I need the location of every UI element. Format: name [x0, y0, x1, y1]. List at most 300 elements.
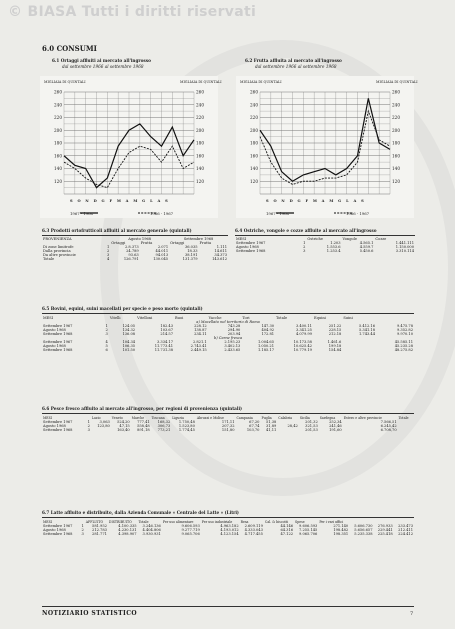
tick-label: 140: [250, 166, 258, 171]
table-63: [42, 237, 228, 261]
table-cell: 558,48: [137, 424, 150, 428]
th: MESI: [236, 237, 247, 241]
th: Ostriche: [307, 237, 323, 241]
table-cell: 271.140: [333, 524, 349, 528]
table-cell: 123,80: [97, 424, 110, 428]
table-cell: 1.743.44: [358, 332, 375, 336]
section-title: 6.0 CONSUMI: [42, 44, 97, 53]
th: Ortaggi: [111, 241, 126, 245]
table-cell: 45.585.11: [394, 340, 413, 344]
table-header: Totale: [398, 416, 409, 420]
tick-label: 180: [54, 140, 62, 146]
table-cell: 5.412.16: [358, 324, 375, 328]
table-cell: 47,15: [119, 424, 130, 428]
table-67: [42, 520, 414, 536]
footer: NOTIZIARIO STATISTICO: [42, 610, 138, 617]
th: Cozze: [375, 237, 387, 241]
table-cell: 4.963.182: [220, 524, 239, 528]
table-cell: 207,32: [221, 424, 235, 428]
table-cell: Settembre 1967: [43, 524, 73, 528]
table-cell: 138.87: [194, 328, 207, 332]
table-header: Suini: [343, 316, 353, 320]
table-cell: 44.011: [155, 249, 169, 253]
table-cell: 1.150.000: [395, 245, 414, 249]
tick-label: 220: [392, 115, 400, 120]
chart1-subtitle: dal settembre 1966 al settembre 1968: [62, 64, 144, 69]
chart2: [236, 76, 414, 218]
table-cell: 229.441: [377, 528, 393, 532]
table-cell: 4.123.154: [220, 532, 239, 536]
table-cell: 2: [87, 424, 90, 428]
table-cell: 104.34: [122, 340, 136, 344]
t64-title: 6.4 Ostriche, vongole e cozze affluite al mercato all'ingrosso: [235, 228, 377, 233]
table-header: Puglia: [261, 416, 272, 420]
table-cell: Settembre 1968: [43, 532, 73, 536]
tick-label: 200: [54, 127, 62, 133]
table-cell: 168,32: [157, 420, 171, 424]
table-cell: 4.398.907: [118, 532, 137, 536]
table-cell: 9.475.78: [396, 324, 413, 328]
table-cell: 10.779.19: [293, 348, 312, 352]
table-cell: Settembre 1968: [43, 348, 73, 352]
table-cell: 36.035: [184, 245, 198, 249]
table-cell: 64.316: [280, 528, 294, 532]
table-cell: 4.100.335: [118, 524, 137, 528]
tick-label: 200: [250, 127, 258, 133]
t63-title: 6.3 Prodotti ortofrutticoli affluiti al mercato generale (quintali): [42, 228, 192, 233]
table-cell: 241,46: [329, 424, 342, 428]
table-66: [42, 416, 414, 432]
table-cell: 1.203: [330, 241, 341, 245]
table-cell: 212.783: [92, 528, 107, 532]
table-cell: 4.565.1: [359, 241, 374, 245]
rule: [42, 413, 414, 414]
table-cell: 276.933: [377, 524, 393, 528]
table-cell: 4: [105, 340, 108, 344]
table-cell: 38.191: [184, 253, 198, 257]
table-cell: 891,18: [137, 428, 150, 432]
tick-label: 240: [54, 102, 62, 108]
table-cell: 4.559.7: [359, 245, 374, 249]
rule: [235, 235, 415, 236]
table-cell: 45.235.28: [394, 344, 413, 348]
table-header: Spese: [295, 520, 305, 524]
table-64: [235, 237, 415, 253]
tick-label: 120: [196, 178, 204, 184]
tick-label: 240: [392, 102, 400, 108]
tick-label: 180: [392, 140, 400, 146]
table-cell: Agosto 1968: [43, 328, 66, 332]
table-header: Per uso industriale: [201, 520, 233, 524]
table-cell: 4.230.131: [118, 528, 137, 532]
table-cell: Agosto 1968: [236, 245, 259, 249]
table-cell: Agosto 1968: [43, 528, 66, 532]
table-cell: 44.146: [280, 524, 294, 528]
tick-label: 220: [54, 115, 62, 120]
table-header: Resa: [240, 520, 249, 524]
table-cell: 11.773.41: [154, 344, 173, 348]
table-row: [42, 257, 228, 261]
table-cell: 212.18: [328, 332, 342, 336]
table-header: Vitelli: [109, 316, 121, 320]
table-cell: Da altre provincie: [43, 253, 76, 257]
table-cell: 1.553.6: [326, 245, 341, 249]
chart2-legend-1: 1967 - 1968: [266, 211, 290, 216]
table-cell: 198.351: [333, 532, 349, 536]
table-cell: 199.18: [328, 344, 342, 348]
table-cell: 151,80: [221, 428, 235, 432]
chart1-y-right-label: MIGLIAIA DI QUINTALI: [180, 80, 222, 84]
table-cell: 224.412: [398, 532, 413, 536]
table-cell: Settembre 1967: [43, 324, 73, 328]
table-cell: 228.15: [328, 328, 342, 332]
table-cell: 294.90: [227, 328, 241, 332]
chart1: [40, 76, 218, 218]
table-cell: 191,60: [329, 428, 342, 432]
chart1-title: 6.1 Ortaggi affluiti ai mercato all'ingrosso: [52, 58, 151, 63]
table-cell: 131.379: [182, 257, 198, 261]
tick-label: 200: [196, 127, 204, 133]
table-header: Per uso alimentare: [162, 520, 194, 524]
table-cell: 11.731.38: [154, 348, 173, 352]
table-cell: 9.970.10: [396, 332, 413, 336]
chart2-title: 6.2 Frutta affluita al mercato all'ingrosso: [245, 58, 342, 63]
table-row: [42, 348, 414, 352]
table-cell: Totale: [43, 257, 55, 261]
table-header: Tori: [242, 316, 250, 320]
tick-label: 140: [392, 166, 400, 171]
table-header: Vacche: [208, 316, 222, 320]
table-cell: 3.246.136: [142, 524, 161, 528]
table-cell: 18.33: [187, 249, 198, 253]
table-cell: 6: [105, 348, 108, 352]
table-cell: 24.789: [126, 249, 139, 253]
table-cell: 2.821.1: [192, 340, 207, 344]
t66-title: 6.6 Pesce fresco affluito al mercato all'ingrosso, per regioni di provenienza (quintali): [42, 406, 243, 411]
tick-label: 120: [250, 178, 258, 184]
rule: [42, 313, 414, 314]
table-cell: 2: [105, 328, 108, 332]
table-cell: 2: [303, 245, 306, 249]
table-cell: 67,74: [249, 424, 260, 428]
table-cell: 3,063: [99, 420, 110, 424]
table-cell: Di zone limitrofe: [43, 245, 74, 249]
table-cell: 252,34: [329, 420, 342, 424]
tick-label: 120: [54, 178, 62, 184]
table-cell: 94.013: [155, 253, 169, 257]
table-cell: 1: [303, 241, 306, 245]
table-cell: 9.065.706: [181, 532, 200, 536]
table-cell: 3.930.931: [142, 532, 161, 536]
th: Frutta: [199, 241, 212, 245]
table-cell: 5.606.730: [354, 524, 373, 528]
table-cell: Dalla provincia: [43, 249, 71, 253]
table-cell: 2.071: [157, 245, 169, 249]
th: Ortaggi: [170, 241, 185, 245]
table-header: Campania: [236, 416, 253, 420]
chart2-y-left-label: MIGLIAIA DI QUINTALI: [240, 80, 282, 84]
table-cell: 106.35: [122, 344, 136, 348]
table-cell: Settembre 1967: [43, 420, 73, 424]
table-header: Equini: [313, 316, 326, 320]
table-header: DISTRIBUITO: [108, 520, 132, 524]
table-header: Liguria: [172, 416, 184, 420]
chart1-legend-2: 1966 - 1967: [150, 211, 174, 216]
chart2-y-right-label: MIGLIAIA DI QUINTALI: [376, 80, 418, 84]
table-cell: 48.275.82: [394, 348, 413, 352]
table-cell: 93.63: [128, 253, 139, 257]
tick-label: 220: [196, 115, 204, 120]
table-cell: 1: [106, 245, 110, 249]
table-cell: [342, 348, 376, 352]
table-cell: 3.341.25: [295, 328, 312, 332]
table-cell: 10.173.58: [293, 340, 312, 344]
table-cell: 1.523,80: [178, 424, 195, 428]
table-cell: 1: [87, 420, 90, 424]
table-cell: 130.045: [153, 257, 169, 261]
table-cell: Settembre 1968: [43, 332, 73, 336]
table-header: Totale: [276, 316, 288, 320]
table-cell: [277, 428, 299, 432]
table-cell: 5.235.338: [354, 532, 373, 536]
tick-label: 160: [250, 153, 258, 159]
table-header: Buoi: [175, 316, 184, 320]
table-header: Calabria: [278, 416, 293, 420]
tick-label: 160: [196, 153, 204, 159]
table-cell: 6.708,70: [380, 428, 397, 432]
table-cell: 3: [105, 332, 108, 336]
table-cell: 2: [81, 528, 84, 532]
table-cell: 1.253.4: [326, 249, 341, 253]
table-cell: 3: [106, 253, 110, 257]
table-header: MESI: [43, 316, 54, 320]
table-cell: 581.952: [92, 524, 107, 528]
table-cell: 14.611: [214, 249, 227, 253]
tick-label: 220: [250, 115, 258, 120]
t65-title: 6.5 Bovini, equini, suini macellati per specie e peso morto (quintali): [42, 306, 203, 311]
table-cell: 524,20: [117, 420, 130, 424]
table-cell: 2: [106, 249, 110, 253]
table-row: [235, 249, 415, 253]
chart1-y-left-label: MIGLIAIA DI QUINTALI: [44, 80, 86, 84]
table-cell: 234.11: [194, 332, 207, 336]
table-cell: 1.461.6: [327, 340, 342, 344]
th: Frutta: [140, 241, 153, 245]
table-cell: 2.433.65: [224, 348, 241, 352]
table-cell: 9.352.82: [396, 328, 413, 332]
table-cell: 4: [106, 257, 110, 261]
table-cell: 228.12: [194, 324, 207, 328]
table-cell: 1.441.111: [395, 241, 414, 245]
table-cell: 4.193.012: [220, 528, 239, 532]
table-cell: 2.8.373: [124, 245, 139, 249]
table-cell: 7.255.145: [299, 528, 318, 532]
table-cell: 41,11: [265, 428, 277, 432]
rule: [42, 606, 414, 607]
table-cell: Settembre 1967: [43, 340, 73, 344]
table-cell: 136.08: [122, 332, 136, 336]
th: Agosto 1968: [128, 237, 152, 241]
tick-label: 260: [392, 89, 400, 95]
tick-label: 160: [54, 153, 62, 159]
table-cell: 124.05: [122, 324, 136, 328]
table-cell: 3.400.11: [295, 324, 312, 328]
table-cell: 4.717.455: [244, 532, 263, 536]
table-header: MESI: [43, 520, 53, 524]
table-cell: 5.656.657: [354, 528, 373, 532]
table-cell: 3: [87, 428, 90, 432]
table-cell: 126.791: [123, 257, 139, 261]
chart1-months: S O N D G F M A M G L A S: [70, 199, 170, 203]
table-cell: 1: [105, 324, 108, 328]
chart1-legend-1: 1967 - 1968: [70, 211, 94, 216]
table-cell: 2.743.41: [190, 344, 207, 348]
table-cell: 4.079.99: [295, 332, 312, 336]
table-cell: Agosto 1968: [43, 424, 66, 428]
table-header: Lazio: [91, 416, 101, 420]
tick-label: 180: [196, 140, 204, 146]
table-cell: 5.450.6: [359, 249, 374, 253]
table-header: Estero e altre provincie: [343, 416, 382, 420]
table-cell: 214.57: [160, 332, 173, 336]
tick-label: 200: [392, 127, 400, 133]
tick-label: 240: [250, 102, 258, 108]
table-cell: 31,89: [265, 424, 277, 428]
table-cell: 201,53: [305, 428, 318, 432]
tick-label: 240: [196, 102, 204, 108]
table-cell: 172.81: [261, 332, 275, 336]
table-cell: 154.84: [328, 348, 342, 352]
watermark: © BIASA Tutti i diritti riservati: [8, 4, 257, 20]
tick-label: 260: [196, 89, 204, 95]
table-cell: Settembre 1968: [236, 249, 266, 253]
table-cell: 34.373: [214, 253, 227, 257]
th: Vongole: [342, 237, 357, 241]
table-cell: 251.22: [328, 324, 342, 328]
table-cell: 773,21: [157, 428, 171, 432]
table-cell: 3: [303, 249, 306, 253]
rule: [42, 235, 228, 236]
th: PROVENIENZA: [43, 237, 72, 241]
table-cell: 6.245,42: [380, 424, 397, 428]
table-cell: 103.67: [160, 328, 173, 332]
table-cell: Settembre 1968: [43, 428, 73, 432]
table-header: Veneto: [111, 416, 123, 420]
table-cell: 5: [105, 344, 108, 348]
table-header: Cal. & biscotti: [264, 520, 289, 524]
table-cell: 404.92: [261, 328, 275, 332]
table-header: Per i vari uffici: [319, 520, 344, 524]
table-cell: 9.606.593: [299, 524, 318, 528]
table-cell: 212.411: [398, 528, 413, 532]
table-cell: 2.609.119: [244, 524, 263, 528]
table-group-label: b) Carne fresca: [213, 336, 243, 340]
table-cell: 201,32: [305, 420, 318, 424]
table-cell: 143.612: [212, 257, 227, 261]
table-65: [42, 316, 414, 352]
rule: [42, 517, 414, 518]
chart2-legend-2: 1966 - 1967: [346, 211, 370, 216]
table-cell: 1.111: [216, 245, 227, 249]
table-cell: 28,42: [287, 424, 298, 428]
table-cell: 9.606.593: [181, 524, 200, 528]
table-header: Abruzzi e Molise: [196, 416, 224, 420]
table-cell: 281.771: [92, 532, 107, 536]
table-cell: 7.566,51: [380, 420, 397, 424]
table-group-label: a) Macellato nel territorio di Roma: [196, 320, 260, 324]
table-cell: 3: [81, 532, 84, 536]
table-row: [42, 428, 414, 432]
table-cell: 1.185.17: [258, 348, 275, 352]
table-cell: 103,70: [246, 428, 260, 432]
tick-label: 120: [392, 178, 400, 184]
table-cell: 1.774,45: [178, 428, 195, 432]
table-cell: 3.334.17: [156, 340, 173, 344]
table-cell: 134.32: [122, 328, 136, 332]
tick-label: 180: [250, 140, 258, 146]
table-cell: 3.402.13: [224, 344, 241, 348]
tick-label: 140: [196, 166, 204, 171]
table-header: Vitelloni: [137, 316, 153, 320]
tick-label: 160: [392, 153, 400, 159]
t67-title: 6.7 Latte affluito e distribuito, dalla Azienda Comunale « Centrale del Latte » (Litri): [42, 510, 239, 515]
table-cell: 233.473: [398, 524, 413, 528]
table-cell: Settembre 1967: [236, 241, 266, 245]
th: Settembre 1968: [183, 237, 214, 241]
table-cell: [91, 428, 111, 432]
tick-label: 140: [54, 166, 62, 171]
table-header: Totale: [138, 520, 149, 524]
table-cell: 4.404.806: [142, 528, 161, 532]
tick-label: 260: [250, 89, 258, 95]
table-header: MESI: [43, 416, 53, 420]
table-cell: 321,53: [305, 424, 318, 428]
tick-label: 260: [54, 89, 62, 95]
table-cell: 10.625.42: [293, 344, 312, 348]
page-number: 7: [410, 611, 414, 617]
table-header: AFFLUITO: [85, 520, 104, 524]
table-cell: 306,73: [157, 424, 171, 428]
table-row: [42, 532, 414, 536]
table-header: Sardegna: [319, 416, 336, 420]
chart2-months: S O N D G F M A M G L A S: [266, 199, 366, 203]
table-cell: 1.750,48: [178, 420, 195, 424]
table-cell: 1.050.21: [258, 344, 275, 348]
table-header: Sicilia: [299, 416, 310, 420]
table-cell: 67,20: [249, 420, 260, 424]
table-cell: 4.333.043: [244, 528, 263, 532]
table-cell: 1.004.65: [258, 340, 275, 344]
table-cell: 171,11: [221, 420, 235, 424]
table-cell: 225.418: [377, 532, 393, 536]
table-cell: 5.341.18: [358, 328, 375, 332]
table-cell: 51,38: [265, 420, 277, 424]
table-cell: 9.277.719: [181, 528, 200, 532]
table-header: Toscana: [151, 416, 165, 420]
table-cell: 2.195.23: [224, 340, 241, 344]
table-cell: 147.30: [261, 324, 275, 328]
table-cell: 47.122: [280, 532, 294, 536]
table-cell: 182.43: [160, 324, 173, 328]
table-cell: 203.94: [227, 332, 241, 336]
table-cell: 101.50: [122, 348, 136, 352]
table-cell: Agosto 1968: [43, 344, 66, 348]
table-header: Marche: [131, 416, 145, 420]
table-cell: 3.310.114: [395, 249, 414, 253]
table-cell: 1: [81, 524, 84, 528]
table-cell: 743.28: [227, 324, 241, 328]
table-cell: 9.065.706: [299, 532, 318, 536]
